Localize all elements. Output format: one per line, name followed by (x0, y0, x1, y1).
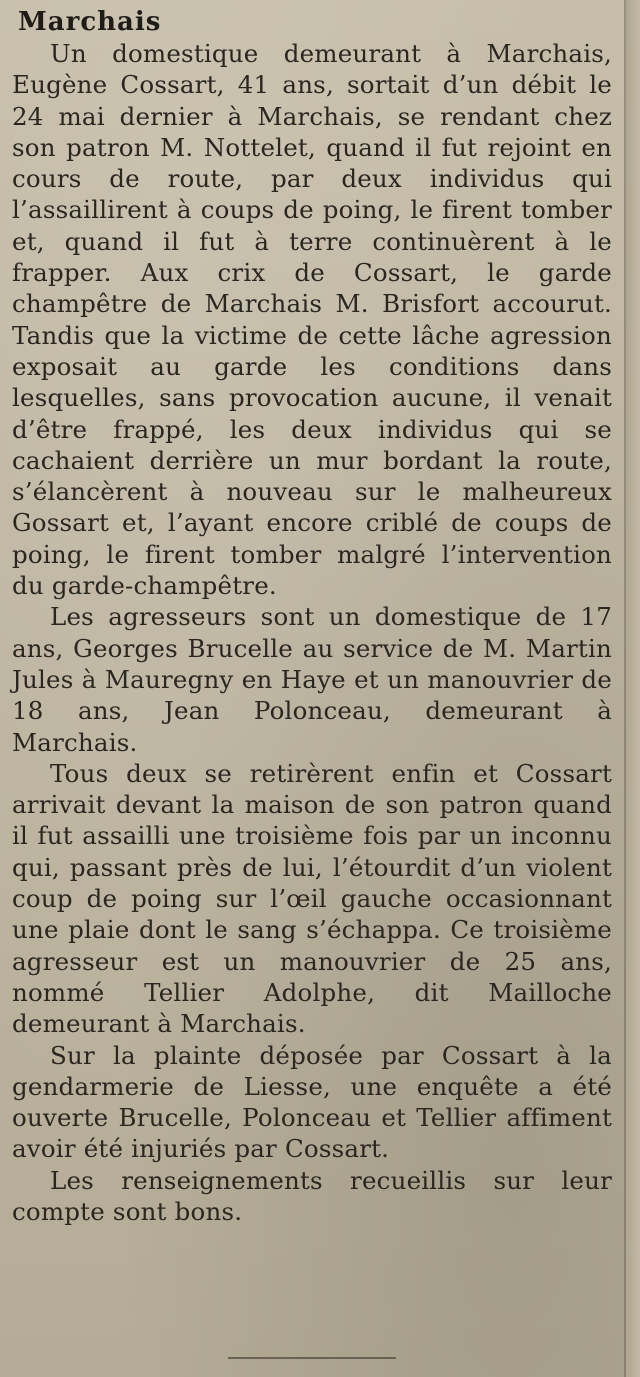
column-rule (624, 0, 626, 1377)
article-paragraph-1: Un domestique demeurant à Marchais, Eugène Cossart, 41 ans, sortait d’un débit le 24 mai dernier à Marchais, se rendant chez son patron M. Nottelet, quand il fut rejoint en cours de route, par deux individus qui l’assaillirent à coups de poing, le firent tomber et, quand il fut à terre continuèrent à le frapper. Aux crix de Cossart, le garde champêtre de Marchais M. Brisfort accourut. Tandis que la victime de cette lâche agression exposait au garde les conditions dans lesquelles, sans provocation aucune, il venait d’être frappé, les deux individus qui se cachaient derrière un mur bordant la route, s’élancèrent à nouveau sur le malheureux Gossart et, l’ayant encore criblé de coups de poing, le firent tomber malgré l’intervention du garde-champêtre. (12, 39, 612, 601)
article-paragraph-4: Sur la plainte déposée par Cossart à la gendarmerie de Liesse, une enquête a été ouverte Brucelle, Polonceau et Tellier affiment avoir été injuriés par Cossart. (12, 1040, 612, 1164)
article (12, 6, 612, 1227)
article-paragraph-5: Les renseignements recueillis sur leur compte sont bons. (12, 1165, 612, 1226)
article-headline: Marchais (18, 7, 162, 37)
page-margin (626, 0, 640, 1377)
article-end-separator (228, 1357, 396, 1359)
article-paragraph-3: Tous deux se retirèrent enfin et Cossart arrivait devant la maison de son patron quand il fut assailli une troisième fois par un inconnu qui, passant près de lui, l’étourdit d’un violent coup de poing sur l’œil gauche occasionnant une plaie dont le sang s’échappa. Ce troisième agresseur est un manouvrier de 25 ans, nommé Tellier Adolphe, dit Mailloche demeurant à Marchais. (12, 758, 612, 1039)
article-paragraph-2: Les agresseurs sont un domestique de 17 ans, Georges Brucelle au service de M. Martin Jules à Mauregny en Haye et un manouvrier de 18 ans, Jean Polonceau, demeurant à Marchais. (12, 602, 612, 757)
